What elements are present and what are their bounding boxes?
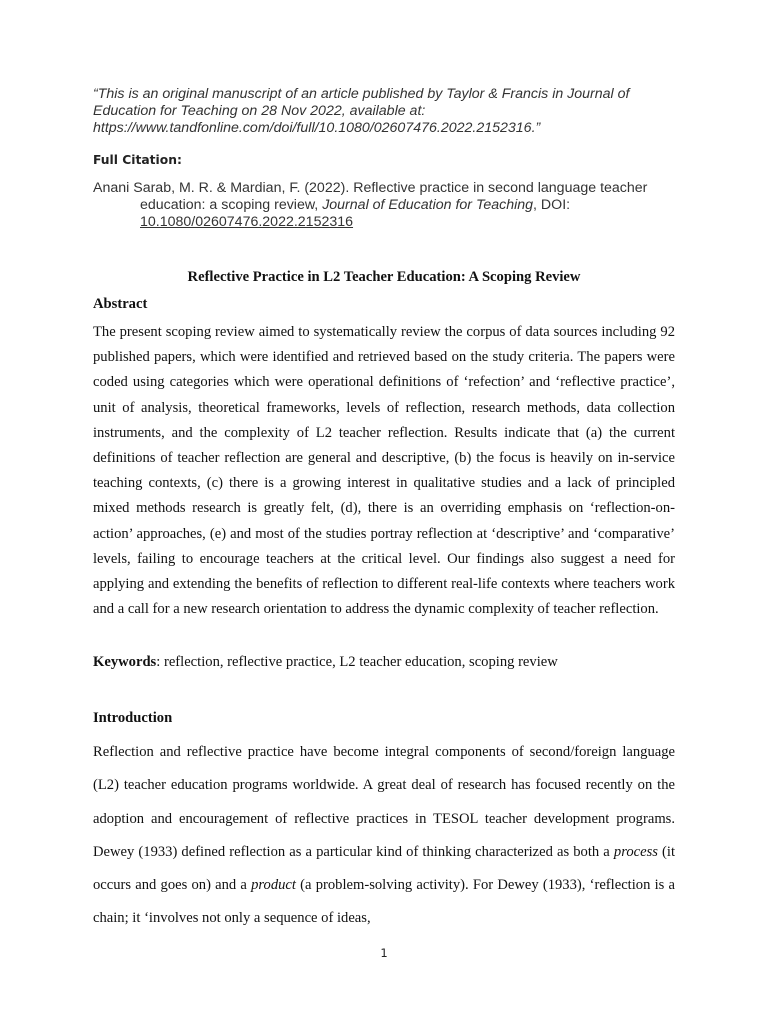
citation-authors-title: Anani Sarab, M. R. & Mardian, F. (2022). Reflective practice in second language teacher education: a scoping review, (93, 180, 648, 213)
abstract-text: The present scoping review aimed to systematically review the corpus of data sources including 92 published papers, which were identified and retrieved based on the study criteria. The papers were coded using categories which were operational definitions of ‘refection’ and ‘reflective practice’, unit of analysis, theoretical frameworks, levels of reflection, research methods, data collection instruments, and the complexity of L2 teacher reflection. Results indicate that (a) the current definitions of teacher reflection are general and descriptive, (b) the focus is heavily on in-service teaching contexts, (c) there is a growing interest in qualitative studies and a lack of principled mixed methods research is greatly felt, (d), there is an overriding emphasis on ‘reflection-on-action’ approaches, (e) and most of the studies portray reflection at ‘descriptive’ and ‘comparative’ levels, failing to encourage teachers at the critical level. Our findings also suggest a need for applying and extending the benefits of reflection to different real-life contexts where teachers work and a call for a new research orientation to address the dynamic complexity of teacher reflection. (93, 324, 675, 618)
keywords-text: : reflection, reflective practice, L2 teacher education, scoping review (156, 654, 558, 670)
intro-text-part-2: (it occurs and goes on) and a (93, 843, 676, 894)
intro-term-product: product (251, 877, 296, 894)
abstract-heading: Abstract (93, 296, 148, 312)
manuscript-notice: “This is an original manuscript of an article published by Taylor & Francis in Journal of Education for Teaching on 28 Nov 2022, available at: https://www.tandfonline.com/doi/full/10.1080/02607476.2022.2152316.” (93, 86, 630, 136)
paper-title: Reflective Practice in L2 Teacher Education: A Scoping Review (187, 269, 581, 285)
citation-doi-prefix: , DOI: (533, 197, 571, 213)
citation-heading: Full Citation: (93, 153, 182, 167)
intro-term-process: process (613, 843, 658, 860)
intro-text-part-3: (a problem-solving activity). For Dewey (1933), ‘reflection is a chain; it ‘involves not only a sequence of ideas, (93, 877, 675, 927)
keywords-line (93, 654, 675, 671)
citation-journal: Journal of Education for Teaching (322, 197, 534, 213)
full-citation (93, 180, 710, 231)
keywords-label: Keywords (93, 654, 157, 670)
citation-doi-link[interactable]: 10.1080/02607476.2022.2152316 (140, 214, 354, 230)
introduction-heading: Introduction (93, 710, 173, 726)
page-number: 1 (380, 946, 388, 960)
intro-text-part-1: Reflection and reflective practice have become integral components of second/foreign language (L2) teacher education programs worldwide. A great deal of research has focused recently on the adoption and encouragement of reflective practices in TESOL teacher development programs. Dewey (1933) defined reflection as a particular kind of thinking characterized as both a (93, 744, 675, 860)
introduction-text (93, 736, 675, 936)
